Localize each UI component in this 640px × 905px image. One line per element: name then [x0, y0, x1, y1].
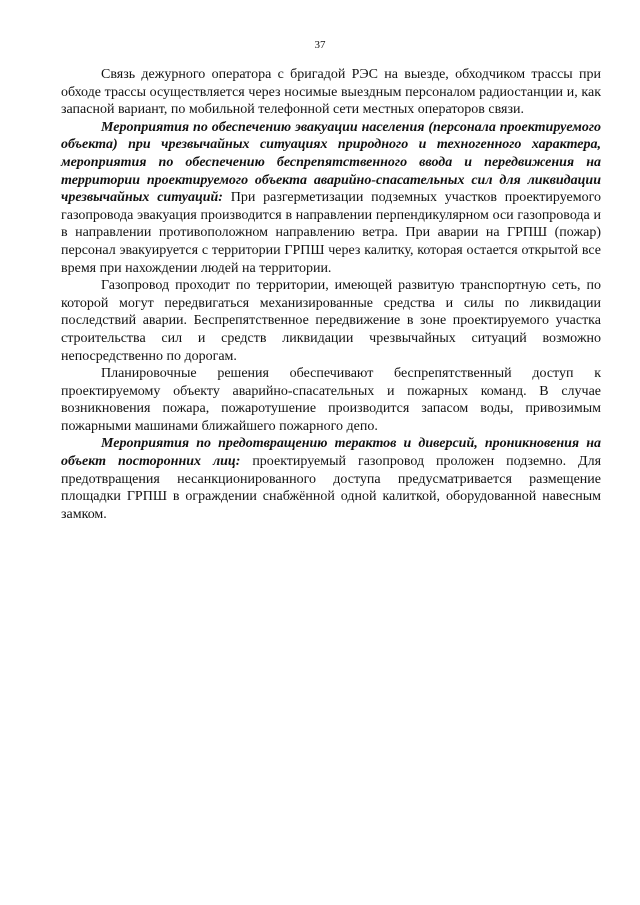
- paragraph-transport-network: [61, 277, 601, 365]
- paragraph-text: Связь дежурного оператора с бригадой РЭС на выезде, обходчиком трассы при обходе трассы осуществляется через носимые выездным персоналом радиостанции и, как запасной вариант, по мобильной телефонной сети местных операторов связи.: [61, 67, 601, 118]
- paragraph-security: [61, 435, 601, 523]
- paragraph-text: Газопровод проходит по территории, имеющей развитую транспортную сеть, по которой могут передвигаться механизированные средства и силы по ликвидации последствий аварии. Беспрепятственное передвижение в зоне проектируемого участка строительства сил и средств ликвидации чрезвычайных ситуаций возможно непосредственно по дорогам.: [61, 278, 601, 364]
- document-body: [61, 66, 601, 523]
- paragraph-text: Планировочные решения обеспечивают беспрепятственный доступ к проектируемому объекту аварийно-спасательных и пожарных команд. В случае возникновения пожара, пожаротушение производится запасом воды, привозимым пожарными машинами ближайшего пожарного депо.: [61, 366, 601, 434]
- paragraph-planning-access: [61, 365, 601, 435]
- section-heading-security: Мероприятия по предотвращению терактов и диверсий, проникновения на объект посторонних лиц:: [61, 436, 601, 470]
- page-number: 37: [314, 39, 326, 51]
- paragraph-text: При разгерметизации подземных участков проектируемого газопровода эвакуация производится в направлении перпендикулярном оси газопровода и в направлении противоположном направлению ветра. При аварии на ГРПШ (пожар) персонал эвакуируется с территории ГРПШ через калитку, которая остается открытой все время при нахождении людей на территории.: [61, 190, 601, 276]
- paragraph-evacuation: [61, 119, 601, 277]
- section-heading-evacuation: Мероприятия по обеспечению эвакуации населения (персонала проектируемого объекта) при чрезвычайных ситуациях природного и техногенного характера, мероприятия по обеспечению беспрепятственного ввода и передвижения на территории проектируемого объекта аварийно-спасательных сил для ликвидации чрезвычайных ситуаций:: [61, 119, 601, 206]
- paragraph-text: проектируемый газопровод проложен подземно. Для предотвращения несанкционированного доступа предусматривается размещение площадки ГРПШ в ограждении снабжённой одной калиткой, оборудованной навесным замком.: [61, 454, 602, 522]
- paragraph-communication: [61, 66, 601, 119]
